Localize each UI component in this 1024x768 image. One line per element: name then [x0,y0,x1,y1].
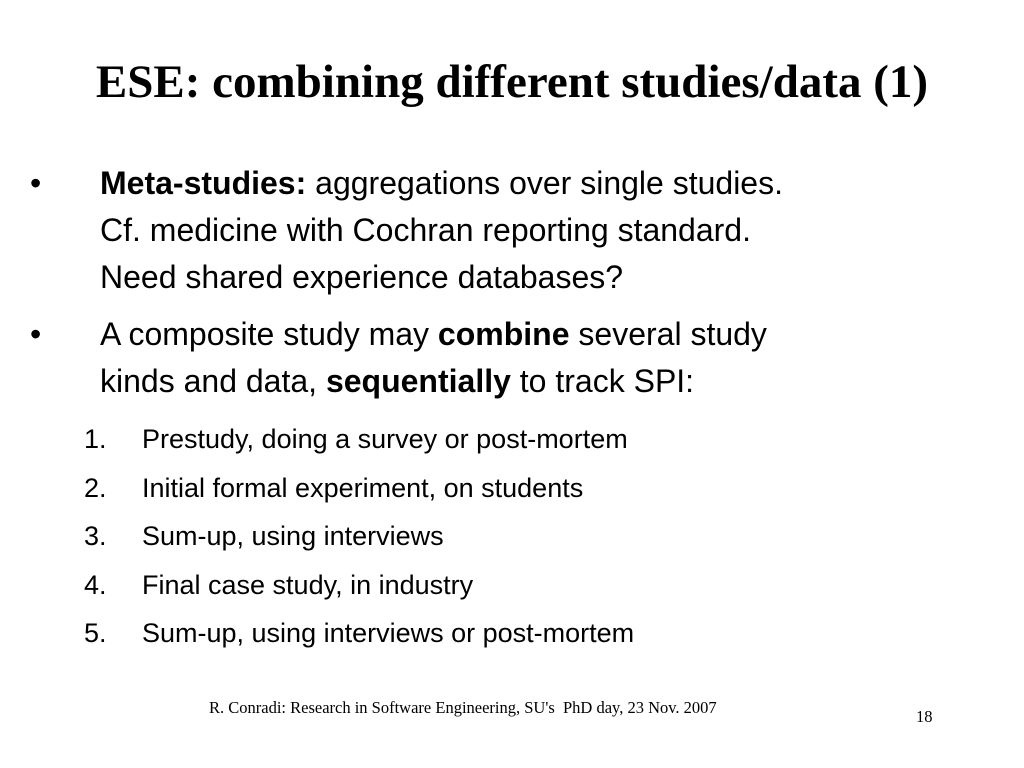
step-text: Initial formal experiment, on students [142,472,584,503]
bullet-line: Cf. medicine with Cochran reporting standard. [100,212,751,248]
step-number: 1. [84,424,107,454]
step-text: Final case study, in industry [142,569,474,600]
step-text: Sum-up, using interviews or post-mortem [142,618,635,648]
bold-term: Meta-studies: [100,165,307,201]
slide-title: ESE: combining different studies/data (1) [95,56,929,108]
bullet-text: several study [569,316,767,352]
bullet-marker: • [30,165,42,201]
page-number: 18 [916,707,933,726]
bullet-line [100,358,990,405]
bullet-line [100,160,990,207]
list-item [84,561,984,610]
bullet-marker: • [30,316,42,352]
list-item [84,415,984,464]
step-number: 5. [84,618,107,648]
bullet-body [100,311,990,405]
step-number: 4. [84,569,107,600]
step-number: 2. [84,472,107,503]
bullet-line [100,311,990,358]
bullet-text: aggregations over single studies. [306,165,783,201]
bullet-text: kinds and data, [100,363,326,399]
list-item [84,609,984,658]
step-text: Prestudy, doing a survey or post-mortem [142,424,628,454]
bullet-body [100,160,990,301]
bullet-text: to track SPI: [510,363,695,399]
bullet-meta-studies [30,160,990,301]
slide-footer: R. Conradi: Research in Software Engineering, SU's PhD day, 23 Nov. 2007 [209,698,717,717]
bold-term: combine [437,316,570,352]
bullet-text: A composite study may [100,316,438,352]
bold-term: sequentially [325,363,511,399]
bullet-line: Need shared experience databases? [100,259,624,295]
numbered-steps-list [84,415,984,658]
step-number: 3. [84,521,107,551]
bullet-composite-study [30,311,990,405]
list-item [84,464,984,513]
list-item [84,512,984,561]
step-text: Sum-up, using interviews [142,521,444,551]
